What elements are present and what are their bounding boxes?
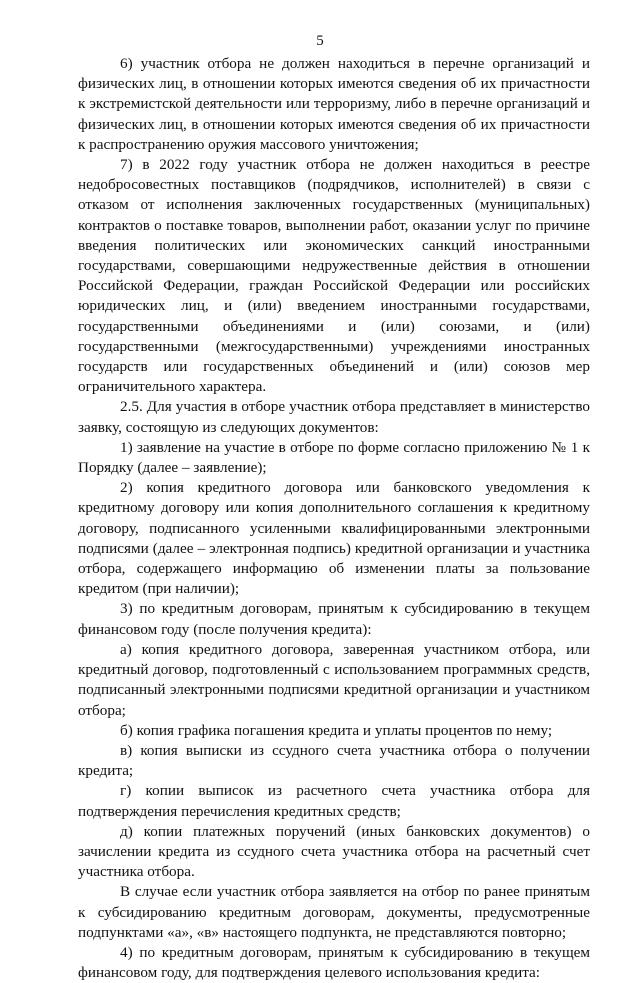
paragraph-doc-4: 4) по кредитным договорам, принятым к субсидированию в текущем финансовом году, для подтверждения целевого использования кредита: (78, 943, 590, 982)
paragraph-doc-1: 1) заявление на участие в отборе по форме согласно приложению № 1 к Порядку (далее – заявление); (78, 438, 590, 477)
document-body (78, 54, 590, 983)
paragraph-item-7: 7) в 2022 году участник отбора не должен находиться в реестре недобросовестных поставщиков (подрядчиков, исполнителей) в связи с отказом от исполнения заключенных государственных (муниципальных) контрактов о поставке товаров, выполнении работ, оказании услуг по причине введения политических или экономических санкций иностранными государствами, совершающими недружественные действия в отношении Российской Федерации, граждан Российской Федерации или российских юридических лиц, и (или) введением иностранными государствами, государственными объединениями и (или) союзами, и (или) государственными (межгосударственными) учреждениями иностранных государств или государственных объединений и (или) союзов мер ограничительного характера. (78, 156, 590, 396)
paragraph-doc-3v: в) копия выписки из ссудного счета участника отбора о получении кредита; (78, 741, 590, 780)
paragraph-doc-3g: г) копии выписок из расчетного счета участника отбора для подтверждения перечисления кредитных средств; (78, 782, 590, 820)
paragraph-doc-3d: д) копии платежных поручений (иных банковских документов) о зачислении кредита из ссудного счета участника отбора на расчетный счет участника отбора. (78, 822, 590, 881)
paragraph-2-5: 2.5. Для участия в отборе участник отбора представляет в министерство заявку, состоящую из следующих документов: (78, 398, 590, 436)
paragraph-item-6: 6) участник отбора не должен находиться в перечне организаций и физических лиц, в отношении которых имеются сведения об их причастности к экстремистской деятельности или терроризму, либо в перечне организаций и физических лиц, в отношении которых имеются сведения об их причастности к распространению оружия массового уничтожения; (78, 55, 590, 153)
paragraph-doc-3: 3) по кредитным договорам, принятым к субсидированию в текущем финансовом году (после получения кредита): (78, 600, 590, 638)
paragraph-repeat-note: В случае если участник отбора заявляется на отбор по ранее принятым к субсидированию кредитным договорам, документы, предусмотренные подпунктами «а», «в» настоящего подпункта, не представляются повторно; (78, 883, 590, 941)
page-number: 5 (316, 33, 324, 49)
paragraph-doc-2: 2) копия кредитного договора или банковского уведомления к кредитному договору или копия дополнительного соглашения к кредитному договору, подписанного усиленными квалифицированными электронными подписями (далее – электронная подпись) кредитной организации и участника отбора, содержащего информацию об изменении платы за пользование кредитом (при наличии); (78, 479, 590, 598)
paragraph-doc-3b: б) копия графика погашения кредита и уплаты процентов по нему; (120, 721, 553, 739)
paragraph-doc-3a: а) копия кредитного договора, заверенная участником отбора, или кредитный договор, подготовленный с использованием программных средств, подписанный электронными подписями кредитной организации и участником отбора; (78, 640, 590, 719)
